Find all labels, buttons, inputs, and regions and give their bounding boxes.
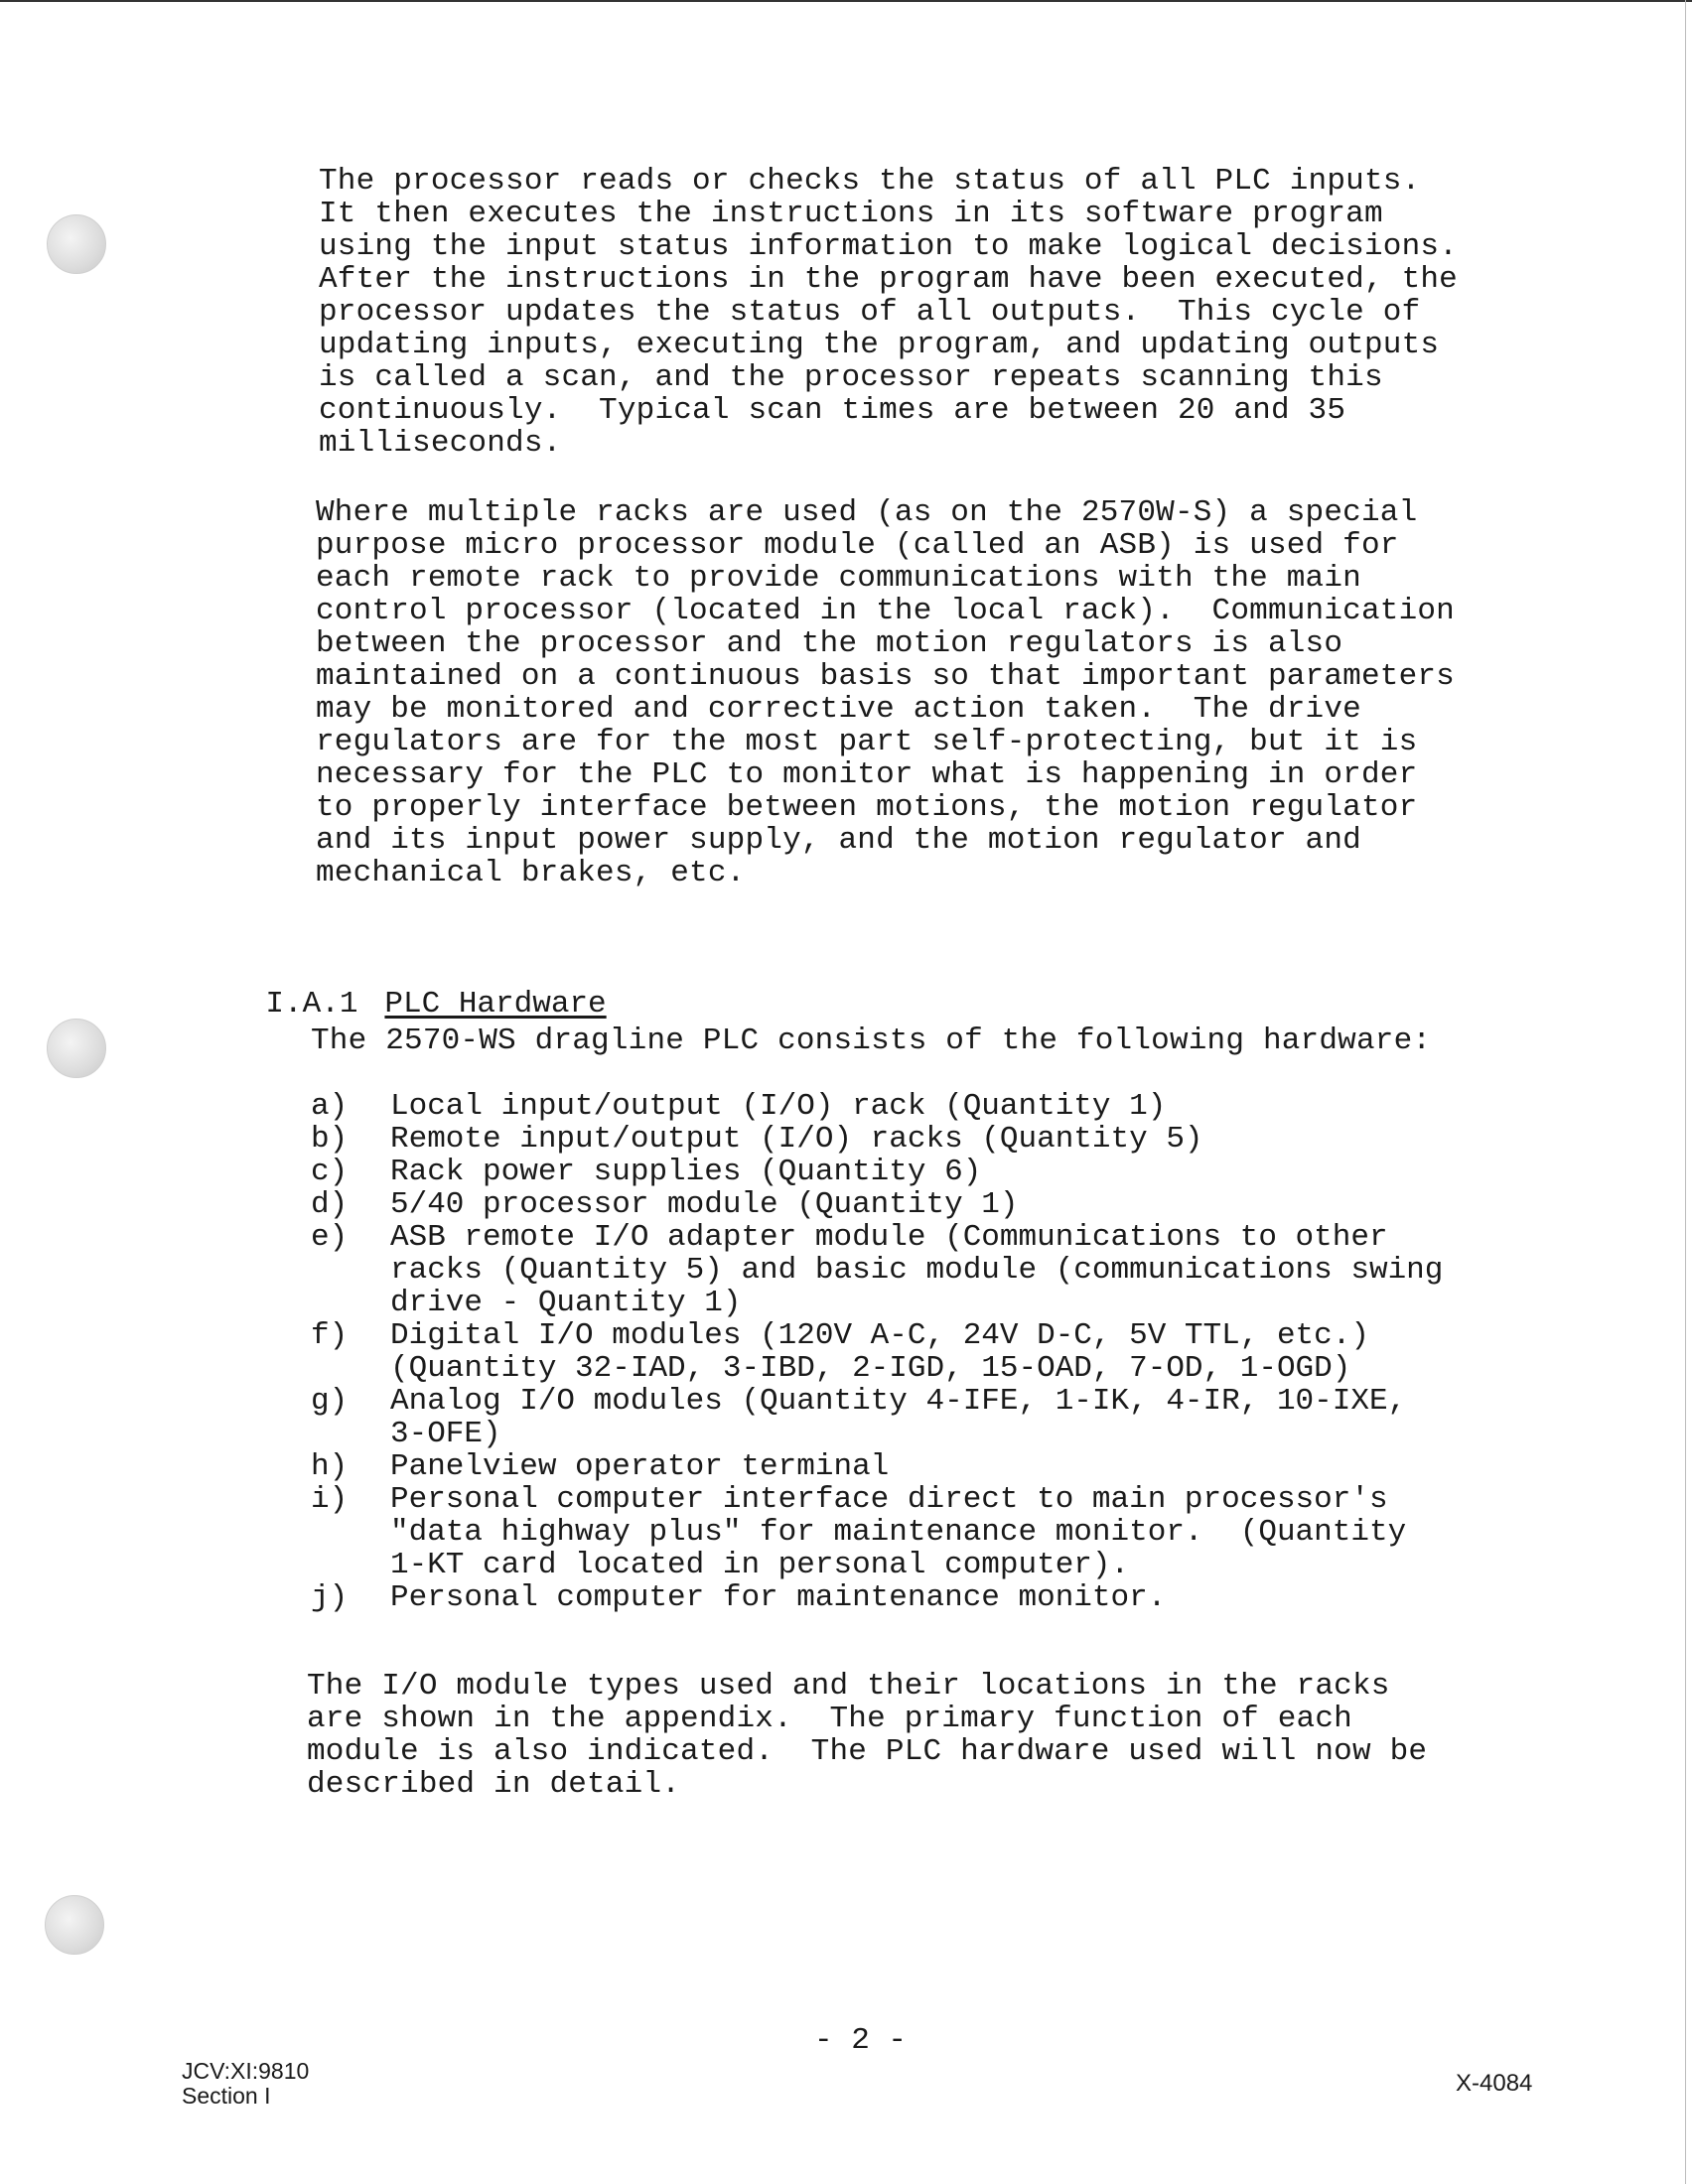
right-edge-rule — [1685, 0, 1686, 2184]
list-marker: i) — [311, 1482, 349, 1517]
list-marker: a) — [311, 1089, 349, 1124]
list-item-text: ASB remote I/O adapter module (Communications to other racks (Quantity 5) and basic module (communications swing drive - Quantity 1) — [390, 1220, 1444, 1320]
punch-hole-top — [47, 214, 106, 274]
list-item-text: Digital I/O modules (120V A-C, 24V D-C, 5V TTL, etc.) (Quantity 32-IAD, 3-IBD, 2-IGD, 15-OAD, 7-OD, 1-OGD) — [390, 1318, 1369, 1386]
page-number: - 2 - — [814, 2023, 908, 2058]
section-intro: The 2570-WS dragline PLC consists of the following hardware: — [311, 1024, 1432, 1058]
punch-hole-middle — [47, 1019, 106, 1078]
list-item — [311, 1450, 1443, 1483]
list-item-text: Remote input/output (I/O) racks (Quantity 5) — [390, 1122, 1203, 1157]
top-edge-rule — [0, 0, 1692, 2]
list-marker: e) — [311, 1220, 349, 1255]
paragraph-scan-cycle: The processor reads or checks the status of all PLC inputs. It then executes the instructions in its software program using the input status information to make logical decisions. After the instructions in the program have been executed, the processor updates the status of all outputs. This cycle of updating inputs, executing the program, and updating outputs is called a scan, and the processor repeats scanning this continuously. Typical scan times are between 20 and 35 milliseconds. — [319, 164, 1458, 461]
section-label: Section I — [182, 2083, 271, 2109]
punch-hole-bottom — [45, 1895, 104, 1955]
list-item-text: Personal computer for maintenance monitor. — [390, 1580, 1167, 1615]
list-marker: c) — [311, 1155, 349, 1189]
list-item-text: 5/40 processor module (Quantity 1) — [390, 1187, 1019, 1222]
list-item — [311, 1581, 1443, 1614]
section-title: PLC Hardware — [384, 987, 607, 1022]
list-marker: j) — [311, 1580, 349, 1615]
list-item-text: Analog I/O modules (Quantity 4-IFE, 1-IK, 4-IR, 10-IXE, 3-OFE) — [390, 1384, 1407, 1451]
list-marker: b) — [311, 1122, 349, 1157]
closing-paragraph: The I/O module types used and their locations in the racks are shown in the appendix. The primary function of each module is also indicated. The PLC hardware used will now be described in detail. — [307, 1669, 1428, 1802]
list-item — [311, 1385, 1443, 1450]
hardware-list — [311, 1090, 1443, 1614]
footer-left — [182, 2059, 309, 2109]
list-item — [311, 1483, 1443, 1581]
list-marker: f) — [311, 1318, 349, 1353]
list-marker: h) — [311, 1449, 349, 1484]
list-item-text: Local input/output (I/O) rack (Quantity 1) — [390, 1089, 1167, 1124]
doc-number: X-4084 — [1456, 2070, 1533, 2097]
list-item — [311, 1221, 1443, 1319]
list-item-text: Rack power supplies (Quantity 6) — [390, 1155, 982, 1189]
list-marker: g) — [311, 1384, 349, 1419]
list-item — [311, 1188, 1443, 1221]
paragraph-multiple-racks: Where multiple racks are used (as on the 2570W-S) a special purpose micro processor module (called an ASB) is used for each remote rack to provide communications with the main control processor (located in the local rack). Communication between the processor and the motion regulators is also maintained on a continuous basis so that important parameters may be monitored and corrective action taken. The drive regulators are for the most part self-protecting, but it is necessary for the PLC to monitor what is happening in order to properly interface between motions, the motion regulator and its input power supply, and the motion regulator and mechanical brakes, etc. — [316, 495, 1455, 890]
list-item-text: Panelview operator terminal — [390, 1449, 890, 1484]
doc-code: JCV:XI:9810 — [182, 2058, 310, 2084]
list-item-text: Personal computer interface direct to main processor's "data highway plus" for maintenance monitor. (Quantity 1-KT card located in personal computer). — [390, 1482, 1407, 1582]
list-item — [311, 1123, 1443, 1156]
list-item — [311, 1156, 1443, 1188]
list-item — [311, 1090, 1443, 1123]
list-marker: d) — [311, 1187, 349, 1222]
section-number: I.A.1 — [265, 987, 358, 1022]
list-item — [311, 1319, 1443, 1385]
